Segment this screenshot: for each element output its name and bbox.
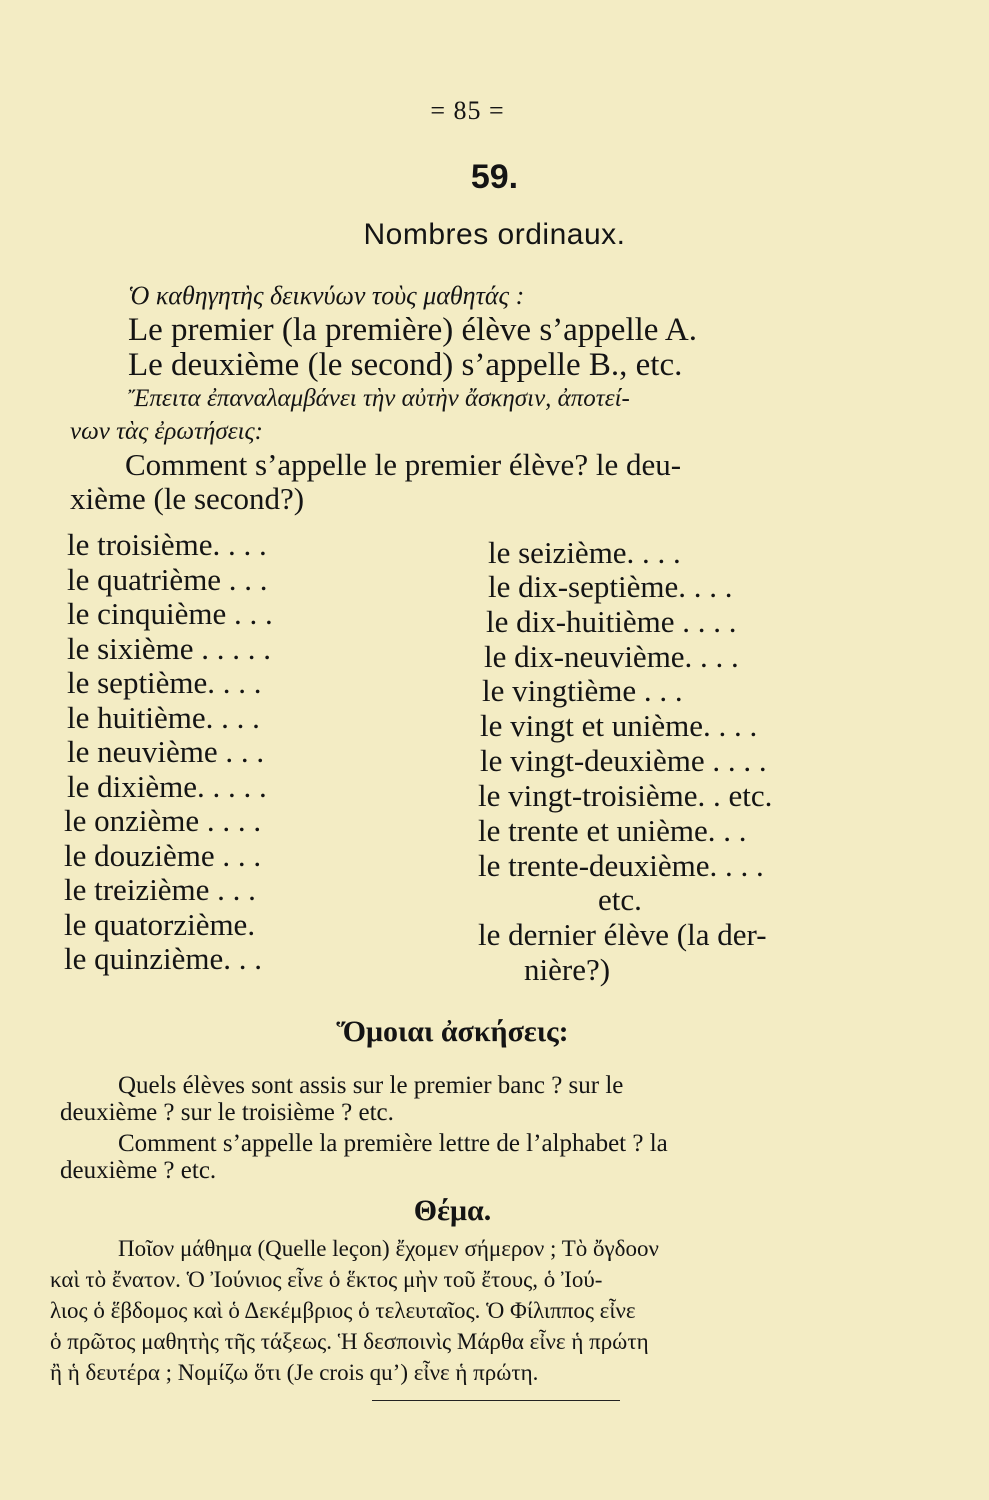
exercise-line: Comment s’appelle la première lettre de l’alphabet ? la <box>118 1130 668 1157</box>
ordinal-item: etc. <box>598 882 642 917</box>
ordinal-item: le sixième . . . . . <box>67 631 272 666</box>
ordinal-item: le troisième. . . . <box>67 527 267 562</box>
ordinal-item: le onzième . . . . <box>64 803 262 838</box>
ordinal-item: le septième. . . . <box>67 665 262 700</box>
page-number: = 85 = <box>430 96 505 125</box>
ordinal-item: le huitième. . . . <box>67 700 260 735</box>
section-title: Nombres ordinaux. <box>363 218 626 251</box>
thema-title: Θέμα. <box>413 1194 492 1227</box>
intro-french-line-1: Le premier (la première) élève s’appelle A. <box>128 312 697 348</box>
ordinal-item: le vingt et unième. . . . <box>480 708 758 743</box>
exercise-line: deuxième ? sur le troisième ? etc. <box>60 1099 394 1126</box>
ordinal-item: le neuvième . . . <box>67 734 265 769</box>
ordinal-item: le quatorzième. <box>64 907 256 942</box>
intro-question-line-a: Comment s’appelle le premier élève? le deu- <box>125 447 682 482</box>
thema-line: λιος ὁ ἕβδομος καὶ ὁ Δεκέμβριος ὁ τελευταῖος. Ὁ Φίλιππος εἶνε <box>50 1298 636 1323</box>
exercise-line: Quels élèves sont assis sur le premier banc ? sur le <box>118 1072 624 1099</box>
footer-rule <box>372 1400 620 1401</box>
similar-exercises-title: Ὅμοιαι ἀσκήσεις: <box>336 1015 569 1048</box>
ordinal-item: le cinquième . . . <box>67 596 273 631</box>
ordinal-item: le vingt-deuxième . . . . <box>480 743 767 778</box>
intro-greek-line-2a: Ἔπειτα ἐπαναλαμβάνει τὴν αὐτὴν ἄσκησιν, ἀποτεί- <box>128 385 630 412</box>
intro-greek-line-2b: νων τὰς ἐρωτήσεις: <box>70 418 264 445</box>
ordinal-item: le quatrième . . . <box>67 562 268 597</box>
ordinal-item: le dix-septième. . . . <box>488 569 733 604</box>
intro-question-line-b: xième (le second?) <box>70 481 305 516</box>
ordinal-item: le dix-huitième . . . . <box>486 604 737 639</box>
ordinal-item: le dixième. . . . . <box>67 769 267 804</box>
intro-greek-line-1: Ὁ καθηγητὴς δεικνύων τοὺς μαθητάς : <box>128 281 525 310</box>
thema-line: ἢ ἡ δευτέρα ; Νομίζω ὅτι (Je crois qu’) εἶνε ἡ πρώτη. <box>50 1360 539 1385</box>
ordinal-item: le quinzième. . . <box>64 941 262 976</box>
ordinal-item: le trente et unième. . . <box>478 813 747 848</box>
intro-french-line-2: Le deuxième (le second) s’appelle B., etc. <box>128 347 683 383</box>
exercise-line: deuxième ? etc. <box>60 1157 217 1184</box>
ordinal-item: le treizième . . . <box>64 872 256 907</box>
ordinal-item: le vingt-troisième. . etc. <box>478 778 773 813</box>
ordinal-item: le seizième. . . . <box>488 535 681 570</box>
ordinal-item: le douzième . . . <box>64 838 262 873</box>
ordinal-item: le dernier élève (la der- <box>478 917 767 952</box>
ordinal-item: le vingtième . . . <box>482 673 683 708</box>
section-number: 59. <box>470 158 519 196</box>
ordinal-item: le trente-deuxième. . . . <box>478 848 764 883</box>
thema-line: Ποῖον μάθημα (Quelle leçon) ἔχομεν σήμερον ; Τὸ ὄγδοον <box>118 1236 659 1261</box>
ordinal-item: le dix-neuvième. . . . <box>484 639 739 674</box>
ordinal-item: nière?) <box>524 952 611 987</box>
thema-line: ὁ πρῶτος μαθητὴς τῆς τάξεως. Ἡ δεσποινὶς Μάρθα εἶνε ἡ πρώτη <box>50 1329 649 1354</box>
thema-line: καὶ τὸ ἔνατον. Ὁ Ἰούνιος εἶνε ὁ ἕκτος μὴν τοῦ ἔτους, ὁ Ἰού- <box>50 1267 603 1292</box>
